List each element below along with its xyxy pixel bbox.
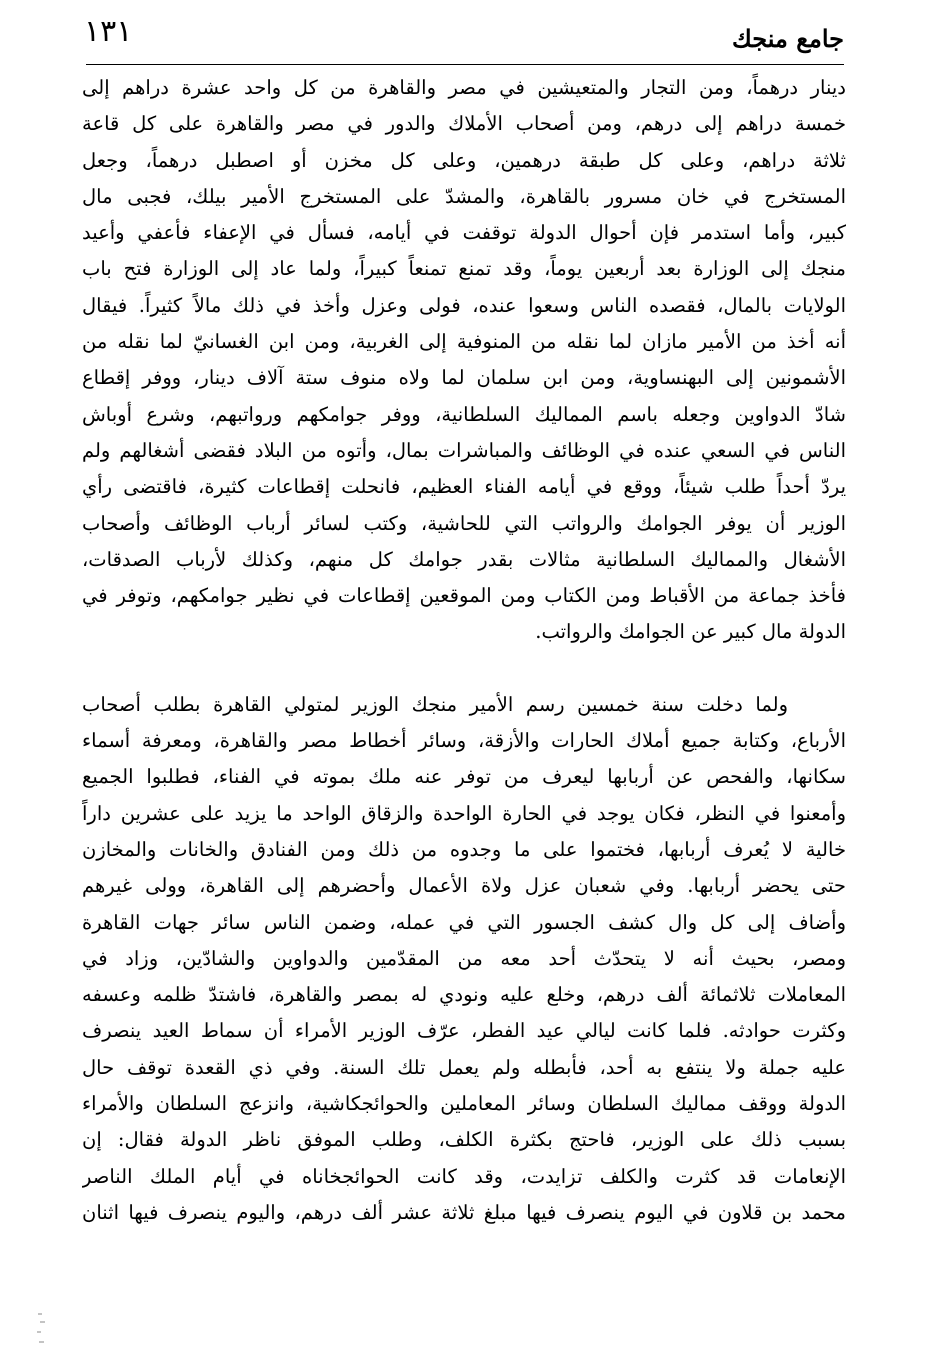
running-title: جامع منجك [732,24,844,53]
page-number: ١٣١ [84,14,133,49]
text-line: فأخذ جماعة من الأقباط ومن الكتاب ومن الموقعين إقطاعات في نظير جوامكهم، وتوفر في [82,584,846,608]
text-line: كبير، وأما استدمر فإن أحوال الدولة توقفت في أيامه، فسأل في الإعفاء فأعفي وأعيد [82,221,846,245]
scan-margin-marks [36,1312,50,1352]
paragraph-gap [82,651,846,687]
text-line: منجك إلى الوزارة بعد أربعين يوماً، وقد تمنع تمنعاً كبيراً، ولما عاد إلى الوزارة فتح باب [82,257,846,281]
text-line: أنه أخذ من الأمير مازان لما نقله من المنوفية إلى الغربية، ومن ابن الغسانيّ لما نقله من [82,330,846,354]
body-text [82,70,846,1231]
text-line: ولما دخلت سنة خمسين رسم الأمير منجك الوزير لمتولي القاهرة بطلب أصحاب [82,692,788,716]
text-line: عليه جملة ولا ينتفع به أحد، فأبطله ولم يعمل تلك السنة. وفي ذي القعدة توقف حال [82,1055,846,1079]
text-line: الولايات بالمال، فقصده الناس وسعوا عنده، فولى وعزل وأخذ في ذلك مالاً كثيراً. فيقال [82,293,846,317]
text-line: الأرباع، وكتابة جميع أملاك الحارات والأزقة، وسائر أخطاط مصر والقاهرة، ومعرفة أسماء [82,729,846,753]
text-line: الأشمونين إلى البهنساوية، ومن ابن سلمان لما ولاه منوف ستة آلاف دينار، ووفر إقطاع [82,366,846,390]
text-line: الوزير أن يوفر الجوامك والرواتب التي للحاشية، وكتب لسائر أرباب الوظائف وأصحاب [82,511,846,535]
text-line: ومصر، بحيث أنه لا يتحدّث أحد معه من المقدّمين والدواوين والشادّين، وزاد في [82,946,846,970]
text-line: بسبب ذلك على الوزير، فاحتج بكثرة الكلف، وطلب الموفق ناظر الدولة فقال: إن [82,1128,846,1152]
text-line: وأضاف إلى كل وال كشف الجسور التي في عمله، وضمن الناس سائر جهات القاهرة [82,910,846,934]
text-line: شادّ الدواوين وجعله باسم المماليك السلطانية، ووفر جوامكهم ورواتبهم، وشرع أوباش [82,402,846,426]
text-line: المستخرج في خان مسرور بالقاهرة، والمشدّ على المستخرج الأمير بيلك، فجبى مال [82,184,846,208]
text-line: يردّ أحداً طلب شيئاً، ووقع في أيامه الفناء العظيم، فانحلت إقطاعات كثيرة، فاقتضى رأي [82,475,846,499]
header-rule [86,64,844,65]
text-line: وكثرت حوادثه. فلما كانت ليالي عيد الفطر، عرّف الوزير الأمراء أن سماط العيد ينصرف [82,1019,846,1043]
text-line: ثلاثة دراهم، وعلى كل طبقة درهمين، وعلى كل مخزن أو اصطبل درهماً، وجعل [82,148,846,172]
text-line: محمد بن قلاون في اليوم ينصرف فيها مبلغ ثلاثة عشر ألف درهم، واليوم ينصرف فيها اثنان [82,1200,846,1224]
text-line: وأمعنوا في النظر، فكان يوجد في الحارة الواحدة والزقاق الواحد ما يزيد على عشرين داراً [82,801,846,825]
text-line: حتى يحضر أربابها. وفي شعبان عزل ولاة الأعمال وأحضرهم إلى القاهرة، وولى غيرهم [82,874,846,898]
running-head [82,14,844,54]
text-line: الإنعامات قد كثرت والكلف تزايدت، وقد كانت الحوائجخاناه في أيام الملك الناصر [82,1164,846,1188]
text-line: الدولة مال كبير عن الجوامك والرواتب. [535,620,846,644]
text-line: سكانها، والفحص عن أربابها ليعرف من توفر عنه ملك بموته في الفناء، فطلبوا الجميع [82,765,846,789]
text-line: المعاملات ثلاثمائة ألف درهم، وخلع عليه ونودي له بمصر والقاهرة، فاشتدّ ظلمه وعسفه [82,983,846,1007]
text-line: دينار درهماً، ومن التجار والمتعيشين في مصر والقاهرة من كل واحد عشرة دراهم إلى [82,76,846,99]
text-line: خالية لا يُعرف أربابها، فختموا على ما وجدوه من ذلك ومن الفنادق والخانات والمخازن [82,837,846,861]
text-line: خمسة دراهم إلى درهم، ومن أصحاب الأملاك والدور في مصر والقاهرة على كل قاعة [82,112,846,136]
text-line: الدولة ووقف مماليك السلطان وسائر المعاملين والحوائجكاشية، وانزعج السلطان والأمراء [82,1092,846,1116]
text-line: الأشغال والمماليك السلطانية مثالات بقدر جوامك كل منهم، وكذلك لأرباب الصدقات، [82,547,846,571]
text-line: الناس في السعي عنده في الوظائف والمباشرات بمال، وأتوه من البلاد فقضى أشغالهم ولم [82,438,846,462]
